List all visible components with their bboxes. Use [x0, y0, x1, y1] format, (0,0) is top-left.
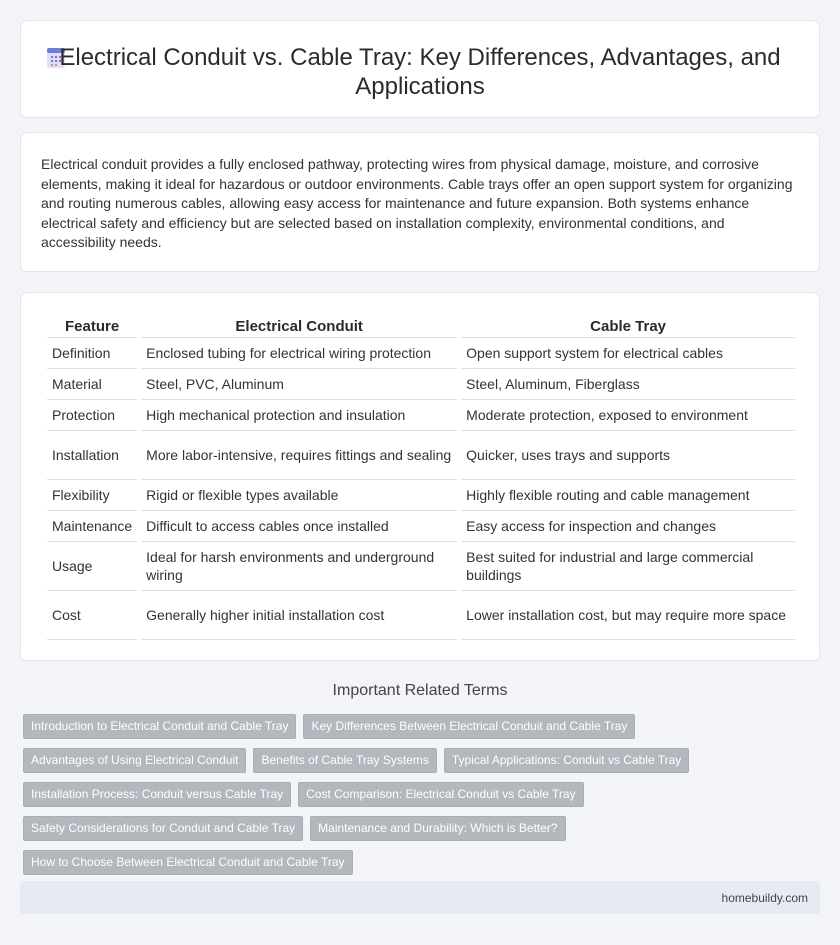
table-row [47, 542, 795, 591]
related-term-link[interactable]: Maintenance and Durability: Which is Better? [310, 816, 565, 841]
cell-conduit: High mechanical protection and insulation [141, 400, 457, 431]
page-title: Electrical Conduit vs. Cable Tray: Key Differences, Advantages, and Applications [59, 44, 781, 100]
table-row [47, 591, 795, 640]
cell-conduit: Enclosed tubing for electrical wiring protection [141, 338, 457, 369]
cell-tray: Moderate protection, exposed to environment [461, 400, 795, 431]
related-term-link[interactable]: Typical Applications: Conduit vs Cable Tray [444, 748, 689, 773]
cell-feature: Cost [47, 591, 137, 640]
cell-feature: Definition [47, 338, 137, 369]
cell-conduit: Steel, PVC, Aluminum [141, 369, 457, 400]
cell-conduit: Generally higher initial installation cost [141, 591, 457, 640]
title-card [20, 20, 820, 118]
footer [20, 881, 820, 914]
related-term-link[interactable]: Introduction to Electrical Conduit and Cable Tray [23, 714, 296, 739]
cell-feature: Material [47, 369, 137, 400]
cell-tray: Steel, Aluminum, Fiberglass [461, 369, 795, 400]
comparison-table-card [20, 292, 820, 661]
cell-tray: Lower installation cost, but may require more space [461, 591, 795, 640]
cell-tray: Highly flexible routing and cable management [461, 480, 795, 511]
related-terms-row [23, 748, 823, 773]
related-term-link[interactable]: Installation Process: Conduit versus Cable Tray [23, 782, 291, 807]
cell-feature: Protection [47, 400, 137, 431]
cell-feature: Installation [47, 431, 137, 480]
header-feature: Feature [47, 315, 137, 338]
comparison-table [43, 315, 799, 640]
related-term-link[interactable]: Benefits of Cable Tray Systems [253, 748, 436, 773]
table-row [47, 369, 795, 400]
related-term-link[interactable]: Key Differences Between Electrical Conduit and Cable Tray [303, 714, 635, 739]
cell-conduit: More labor-intensive, requires fittings and sealing [141, 431, 457, 480]
related-terms-row [23, 850, 823, 875]
intro-paragraph: Electrical conduit provides a fully enclosed pathway, protecting wires from physical damage, moisture, and corrosive elements, making it ideal for hazardous or outdoor environments. Cable trays offer an open support system for organizing and routing numerous cables, allowing easy access for maintenance and future expansion. Both systems enhance electrical safety and efficiency but are selected based on installation complexity, environmental conditions, and accessibility needs. [41, 156, 793, 250]
related-terms-row [23, 782, 823, 807]
related-terms-row [23, 714, 823, 739]
related-terms-list [23, 714, 823, 884]
cell-feature: Usage [47, 542, 137, 591]
header-electrical-conduit: Electrical Conduit [141, 315, 457, 338]
table-row [47, 431, 795, 480]
intro-card [20, 132, 820, 272]
related-term-link[interactable]: How to Choose Between Electrical Conduit and Cable Tray [23, 850, 353, 875]
table-row [47, 511, 795, 542]
cell-feature: Maintenance [47, 511, 137, 542]
related-term-link[interactable]: Advantages of Using Electrical Conduit [23, 748, 246, 773]
table-row [47, 480, 795, 511]
related-term-link[interactable]: Cost Comparison: Electrical Conduit vs Cable Tray [298, 782, 583, 807]
cell-tray: Open support system for electrical cables [461, 338, 795, 369]
cell-tray: Best suited for industrial and large commercial buildings [461, 542, 795, 591]
table-row [47, 400, 795, 431]
cell-conduit: Rigid or flexible types available [141, 480, 457, 511]
cell-feature: Flexibility [47, 480, 137, 511]
related-terms-row [23, 816, 823, 841]
related-term-link[interactable]: Safety Considerations for Conduit and Cable Tray [23, 816, 303, 841]
cell-conduit: Difficult to access cables once installed [141, 511, 457, 542]
footer-site-link[interactable]: homebuildy.com [721, 891, 808, 905]
table-row [47, 338, 795, 369]
cell-conduit: Ideal for harsh environments and underground wiring [141, 542, 457, 591]
table-header-row [47, 315, 795, 338]
cell-tray: Easy access for inspection and changes [461, 511, 795, 542]
related-terms-heading: Important Related Terms [332, 682, 508, 699]
header-cable-tray: Cable Tray [461, 315, 795, 338]
cell-tray: Quicker, uses trays and supports [461, 431, 795, 480]
